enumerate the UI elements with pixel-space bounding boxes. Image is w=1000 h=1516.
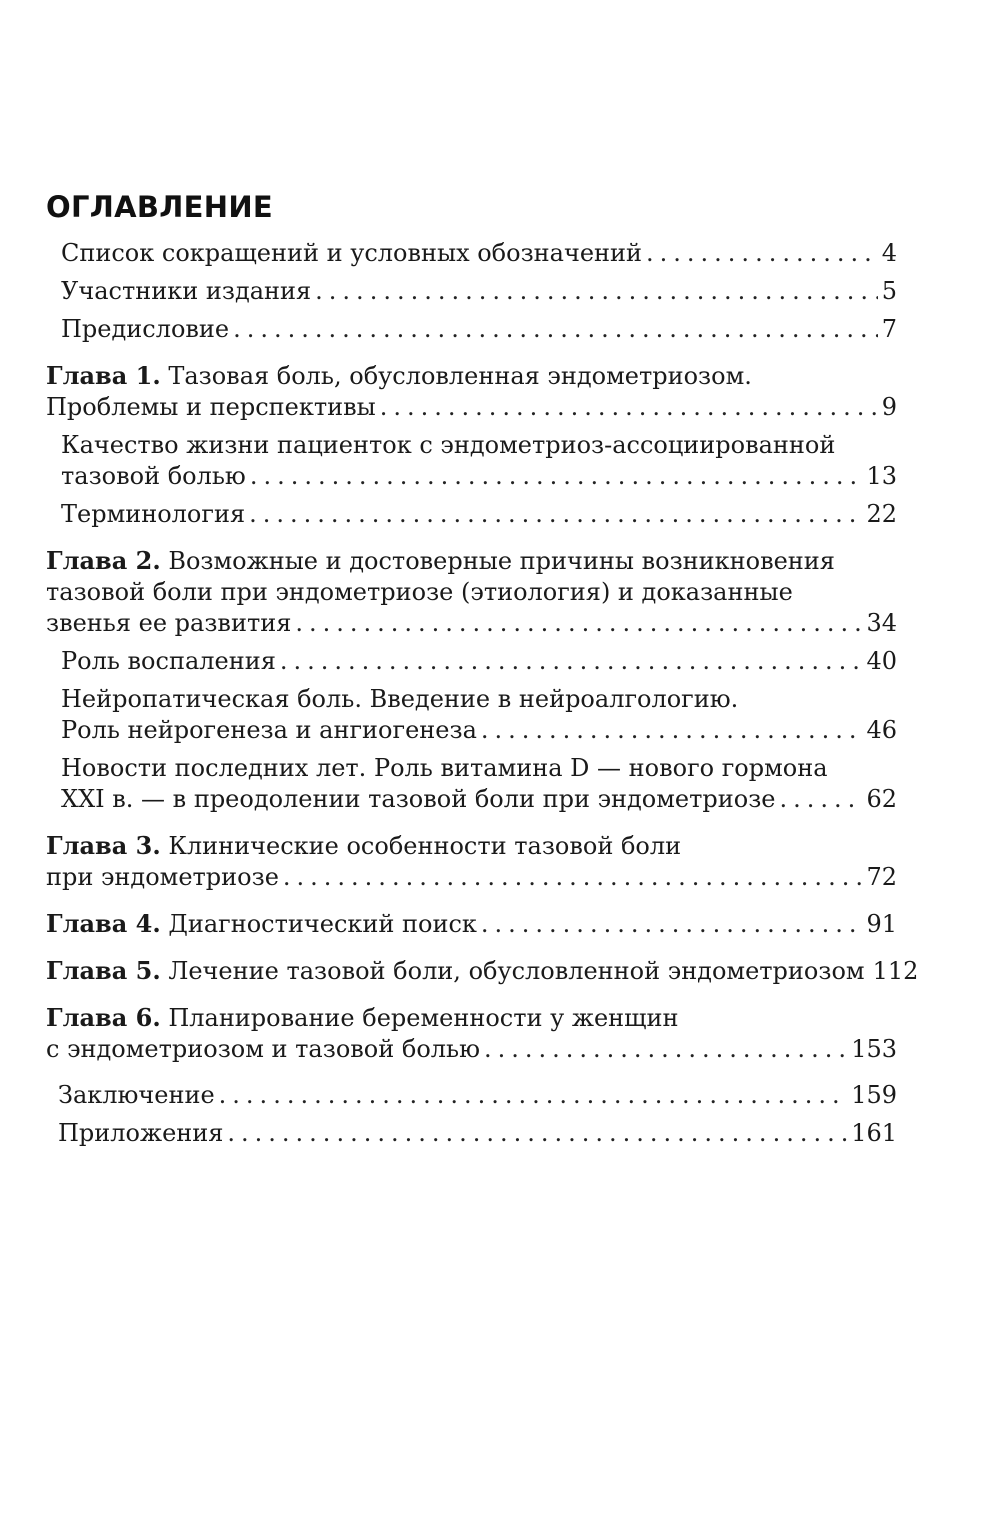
toc-entry-text: тазовой болью	[61, 462, 246, 490]
dot-leader	[315, 276, 878, 307]
dot-leader	[481, 715, 863, 746]
dot-leader	[481, 909, 863, 940]
toc-entry-text: Роль нейрогенеза и ангиогенеза	[61, 716, 477, 744]
chapter-label: Глава 5.	[46, 956, 161, 985]
toc-page-number: 7	[881, 315, 897, 343]
toc-entry-text: Список сокращений и условных обозначений	[61, 239, 643, 267]
toc-chapter-6[interactable]	[46, 1002, 897, 1065]
toc-page-number: 34	[866, 609, 897, 637]
page-title: ОГЛАВЛЕНИЕ	[46, 190, 274, 224]
chapter-title-line: Клинические особенности тазовой боли	[168, 832, 682, 860]
dot-leader	[484, 1034, 847, 1065]
toc-entry-abbreviations[interactable]	[46, 238, 897, 269]
chapter-title-line: тазовой боли при эндометриозе (этиология) и доказанные	[46, 578, 793, 606]
toc-entry-inflammation[interactable]	[46, 646, 897, 677]
toc-entry-neuropathic-pain[interactable]	[46, 684, 897, 746]
dot-leader	[283, 862, 863, 893]
chapter-title-line: Проблемы и перспективы	[46, 393, 376, 421]
chapter-label: Глава 1.	[46, 361, 161, 390]
dot-leader	[219, 1080, 848, 1111]
toc-entry-text: Участники издания	[61, 277, 312, 305]
toc-entry-text: Терминология	[61, 500, 246, 528]
chapter-label: Глава 6.	[46, 1003, 161, 1032]
toc-page-number: 91	[866, 910, 897, 938]
dot-leader	[780, 784, 863, 815]
toc-page-number: 40	[866, 647, 897, 675]
toc-entry-conclusion[interactable]	[46, 1080, 897, 1111]
dot-leader	[227, 1118, 847, 1149]
chapter-title-line: с эндометриозом и тазовой болью	[46, 1035, 480, 1063]
dot-leader	[646, 238, 878, 269]
toc-entry-text: Нейропатическая боль. Введение в нейроалгологию.	[61, 685, 739, 713]
chapter-title-line: Планирование беременности у женщин	[168, 1004, 679, 1032]
toc-entry-text: Роль воспаления	[61, 647, 276, 675]
dot-leader	[295, 608, 862, 639]
dot-leader	[280, 646, 863, 677]
dot-leader	[233, 314, 878, 345]
toc-page-number: 46	[866, 716, 897, 744]
toc-entry-vitamin-d[interactable]	[46, 753, 897, 815]
toc-page-number: 161	[851, 1119, 897, 1147]
toc-entry-text: Качество жизни пациенток с эндометриоз-ассоциированной	[61, 431, 836, 459]
chapter-title-line: звенья ее развития	[46, 609, 292, 637]
toc-entry-text: XXI в. — в преодолении тазовой боли при эндометриозе	[61, 785, 776, 813]
table-of-contents	[46, 238, 919, 1149]
toc-chapter-5[interactable]	[46, 955, 919, 987]
toc-page-number: 62	[866, 785, 897, 813]
chapter-title-line: при эндометриозе	[46, 863, 279, 891]
chapter-title-line: Диагностический поиск	[168, 910, 477, 938]
toc-page-number: 5	[881, 277, 897, 305]
chapter-title-line: Возможные и достоверные причины возникновения	[168, 547, 835, 575]
toc-entry-appendices[interactable]	[46, 1118, 897, 1149]
toc-entry-preface[interactable]	[46, 314, 897, 345]
dot-leader	[380, 392, 878, 423]
toc-entry-text: Приложения	[58, 1119, 224, 1147]
toc-chapter-4[interactable]	[46, 908, 897, 940]
chapter-label: Глава 4.	[46, 909, 161, 938]
toc-entry-contributors[interactable]	[46, 276, 897, 307]
toc-entry-text: Заключение	[58, 1081, 215, 1109]
chapter-label: Глава 3.	[46, 831, 161, 860]
toc-page-number: 72	[866, 863, 897, 891]
chapter-title-line: Лечение тазовой боли, обусловленной эндометриозом	[168, 957, 865, 985]
toc-entry-terminology[interactable]	[46, 499, 897, 530]
toc-page-number: 112	[872, 957, 919, 985]
toc-chapter-2[interactable]	[46, 545, 897, 639]
toc-page-number: 13	[866, 462, 897, 490]
dot-leader	[249, 499, 862, 530]
toc-page-number: 4	[881, 239, 897, 267]
toc-page-number: 153	[851, 1035, 897, 1063]
dot-leader	[250, 461, 863, 492]
toc-chapter-1[interactable]	[46, 360, 897, 423]
toc-chapter-3[interactable]	[46, 830, 897, 893]
chapter-label: Глава 2.	[46, 546, 161, 575]
toc-page-number: 22	[866, 500, 897, 528]
toc-page-number: 159	[851, 1081, 897, 1109]
chapter-title-line: Тазовая боль, обусловленная эндометриозом.	[168, 362, 752, 390]
toc-entry-text: Предисловие	[61, 315, 230, 343]
toc-entry-quality-of-life[interactable]	[46, 430, 897, 492]
toc-page-number: 9	[881, 393, 897, 421]
toc-entry-text: Новости последних лет. Роль витамина D — нового гормона	[61, 754, 828, 782]
